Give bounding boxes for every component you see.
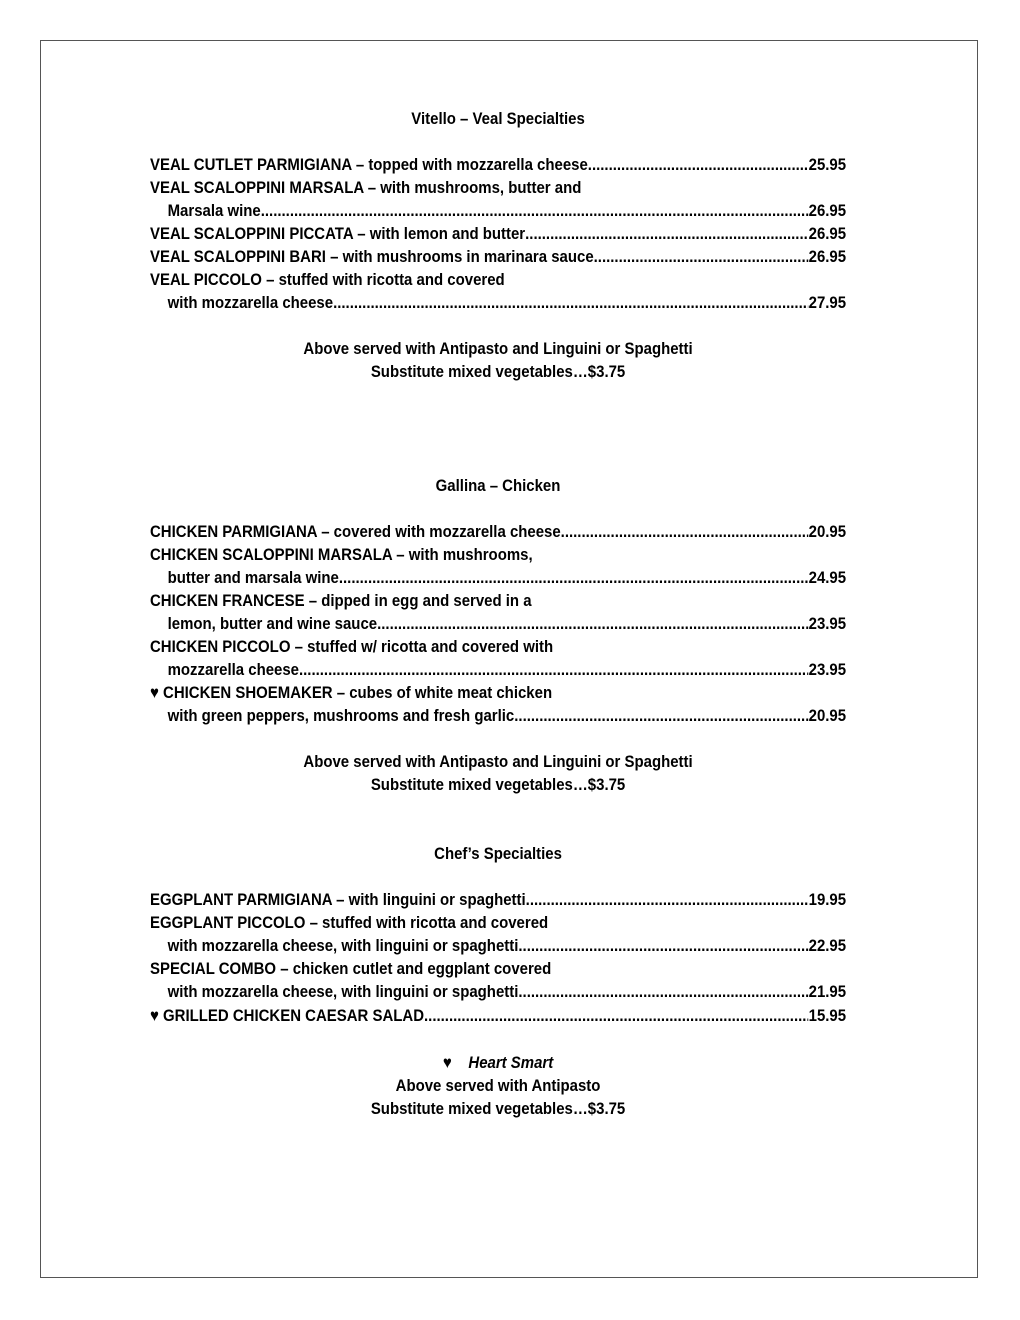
item-price: 24.95 (808, 568, 847, 587)
item-text: with green peppers, mushrooms and fresh garlic (167, 706, 515, 725)
item-text: with mozzarella cheese, with linguini or spaghetti (167, 982, 519, 1001)
item-text: ♥ CHICKEN SHOEMAKER – cubes of white meat chicken (150, 683, 553, 702)
dot-leader (525, 222, 808, 245)
item-text: lemon, butter and wine sauce (167, 614, 378, 633)
item-text: CHICKEN FRANCESE – dipped in egg and served in a (150, 591, 532, 610)
menu-item (150, 222, 846, 245)
dot-leader (333, 291, 809, 314)
dot-leader (526, 888, 809, 911)
menu-item (150, 520, 846, 543)
item-text: with mozzarella cheese (167, 293, 334, 312)
dot-leader (518, 980, 808, 1003)
heart-smart-label: Heart Smart (468, 1053, 554, 1072)
item-text: butter and marsala wine (167, 568, 339, 587)
item-text: CHICKEN PICCOLO – stuffed w/ ricotta and covered with (150, 637, 554, 656)
item-text: CHICKEN SCALOPPINI MARSALA – with mushrooms, (150, 545, 533, 564)
menu-item (150, 176, 846, 199)
section-note: Above served with Antipasto and Linguini or Spaghetti (303, 752, 693, 771)
dot-leader (377, 612, 809, 635)
dot-leader (299, 658, 809, 681)
menu-item-continued (150, 612, 846, 635)
section-note: Substitute mixed vegetables…$3.75 (370, 362, 626, 381)
menu-item (150, 153, 846, 176)
menu-item-continued (150, 980, 846, 1003)
item-price: 21.95 (808, 982, 847, 1001)
item-text: VEAL SCALOPPINI BARI – with mushrooms in marinara sauce (150, 247, 594, 266)
item-price: 26.95 (808, 201, 847, 220)
section-note: Above served with Antipasto (395, 1076, 601, 1095)
section-title-veal: Vitello – Veal Specialties (411, 109, 585, 128)
item-text: VEAL SCALOPPINI MARSALA – with mushrooms, butter and (150, 178, 582, 197)
item-text: VEAL SCALOPPINI PICCATA – with lemon and butter (150, 224, 526, 243)
dot-leader (514, 704, 808, 727)
dot-leader (261, 199, 809, 222)
item-text: with mozzarella cheese, with linguini or spaghetti (167, 936, 519, 955)
menu-item-continued (150, 704, 846, 727)
item-price: 23.95 (808, 614, 847, 633)
item-text: SPECIAL COMBO – chicken cutlet and eggplant covered (150, 959, 552, 978)
menu-item-heart-smart (150, 1004, 846, 1027)
item-price: 20.95 (808, 706, 847, 725)
heart-smart-legend (150, 1051, 846, 1074)
dot-leader (588, 153, 809, 176)
section-note: Substitute mixed vegetables…$3.75 (370, 775, 626, 794)
section-title-chefs-specialties: Chef’s Specialties (434, 844, 562, 863)
item-price: 23.95 (808, 660, 847, 679)
menu-item (150, 957, 846, 980)
menu-item (150, 635, 846, 658)
item-text: VEAL PICCOLO – stuffed with ricotta and covered (150, 270, 505, 289)
menu-item-continued (150, 291, 846, 314)
item-price: 20.95 (808, 522, 847, 541)
dot-leader (518, 934, 808, 957)
item-text: ♥ GRILLED CHICKEN CAESAR SALAD (150, 1006, 425, 1025)
item-text: EGGPLANT PICCOLO – stuffed with ricotta and covered (150, 913, 549, 932)
item-text: Marsala wine (167, 201, 261, 220)
section-note: Above served with Antipasto and Linguini or Spaghetti (303, 339, 693, 358)
menu-item-continued (150, 566, 846, 589)
menu-item-continued (150, 199, 846, 222)
menu-item (150, 888, 846, 911)
item-text: CHICKEN PARMIGIANA – covered with mozzarella cheese (150, 522, 561, 541)
item-price: 15.95 (808, 1006, 847, 1025)
section-title-chicken: Gallina – Chicken (435, 476, 561, 495)
heart-icon: ♥ (442, 1053, 452, 1072)
item-text: EGGPLANT PARMIGIANA – with linguini or spaghetti (150, 890, 526, 909)
dot-leader (594, 245, 809, 268)
item-text: mozzarella cheese (167, 660, 299, 679)
section-note: Substitute mixed vegetables…$3.75 (370, 1099, 626, 1118)
item-price: 26.95 (808, 224, 847, 243)
item-price: 22.95 (808, 936, 847, 955)
menu-item-continued (150, 658, 846, 681)
dot-leader (424, 1004, 809, 1027)
dot-leader (339, 566, 809, 589)
item-price: 27.95 (808, 293, 847, 312)
menu-item (150, 268, 846, 291)
menu-item-continued (150, 934, 846, 957)
item-price: 26.95 (808, 247, 847, 266)
menu-item (150, 911, 846, 934)
menu-item (150, 589, 846, 612)
menu-item-heart-smart (150, 681, 846, 704)
dot-leader (561, 520, 809, 543)
item-price: 19.95 (808, 890, 847, 909)
item-text: VEAL CUTLET PARMIGIANA – topped with mozzarella cheese (150, 155, 588, 174)
menu-item (150, 543, 846, 566)
menu-item (150, 245, 846, 268)
item-price: 25.95 (808, 155, 847, 174)
